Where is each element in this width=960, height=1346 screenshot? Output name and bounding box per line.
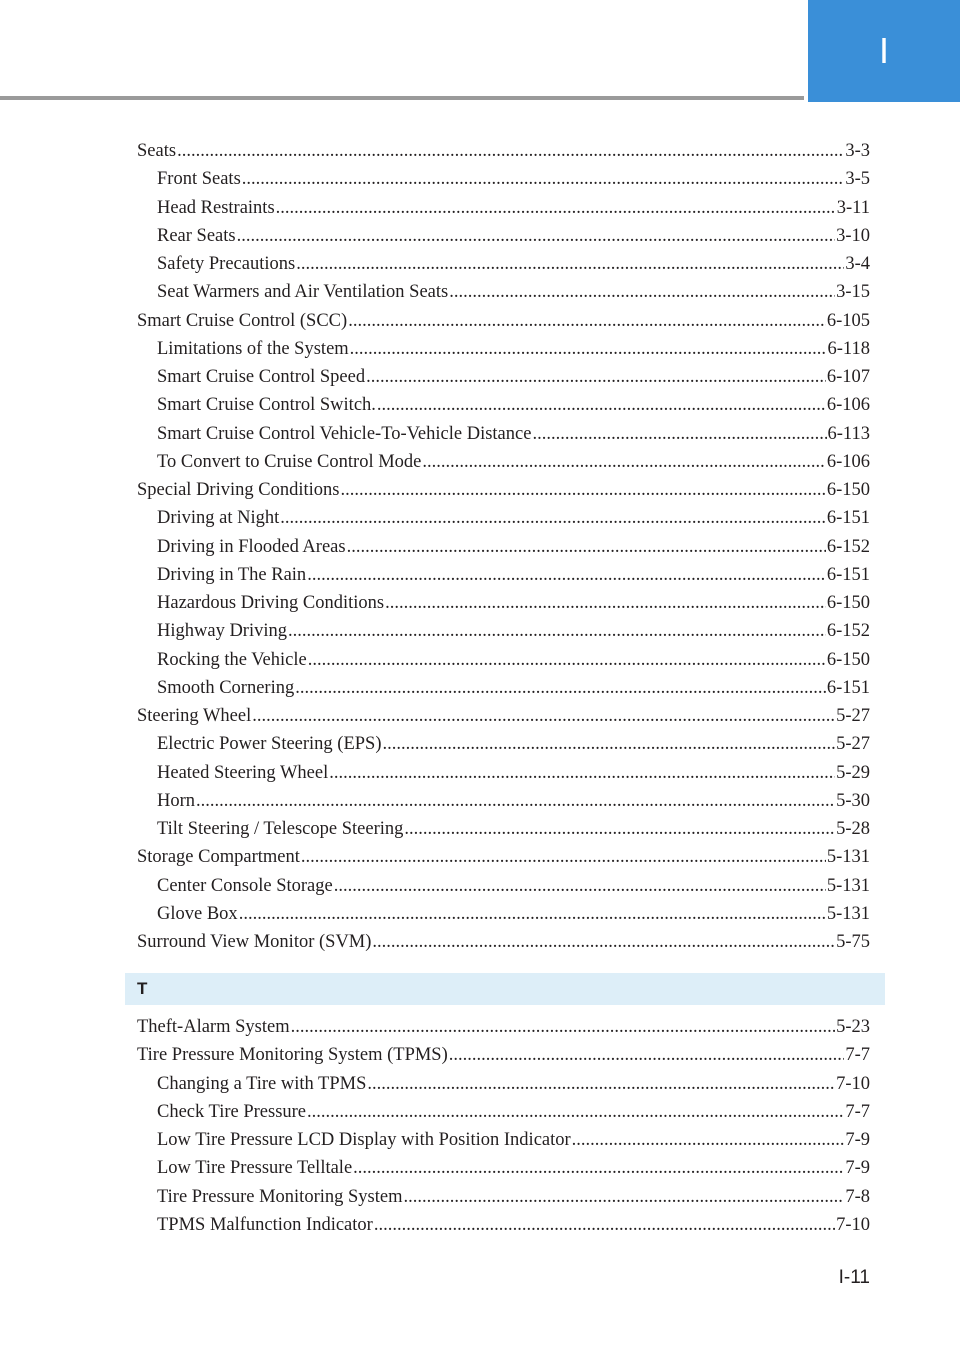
entry-title: Hazardous Driving Conditions: [157, 593, 385, 613]
entry-page: 6-105: [826, 310, 870, 331]
entry-title: Tire Pressure Monitoring System: [157, 1186, 403, 1207]
entry-title: Seat Warmers and Air Ventilation Seats: [157, 282, 449, 303]
dot-leader: [295, 678, 826, 699]
dot-leader: [532, 424, 826, 445]
index-subentry[interactable]: [137, 1187, 870, 1215]
entry-title: Head Restraints: [157, 197, 275, 218]
index-subentry[interactable]: [137, 537, 870, 565]
index-entry[interactable]: [137, 932, 870, 960]
index-subentry[interactable]: [137, 367, 870, 395]
index-subentry[interactable]: [137, 1158, 870, 1186]
entry-page: 5-27: [836, 734, 870, 755]
entry-title: Highway Driving: [157, 621, 287, 642]
entry-page: 7-10: [836, 1073, 870, 1094]
entry-title: Electric Power Steering (EPS): [157, 734, 382, 755]
entry-page: 7-10: [836, 1214, 870, 1235]
entry-title: Rear Seats: [157, 225, 236, 246]
dot-leader: [280, 508, 826, 529]
entry-title: Smooth Cornering: [157, 677, 295, 698]
index-subentry[interactable]: [137, 395, 870, 423]
entry-title: Changing a Tire with TPMS: [157, 1073, 367, 1094]
index-subentry[interactable]: [137, 452, 870, 480]
entry-title: Glove Box: [157, 903, 238, 924]
entry-page: 6-152: [826, 536, 870, 557]
index-subentry[interactable]: [137, 678, 870, 706]
dot-leader: [374, 1215, 835, 1236]
entry-page: 7-9: [845, 1130, 870, 1150]
dot-leader: [340, 480, 825, 501]
entry-title: Low Tire Pressure LCD Display with Position Indicator: [157, 1130, 571, 1150]
index-subentry[interactable]: [137, 565, 870, 593]
entry-page: 5-131: [826, 847, 870, 868]
entry-page: 5-28: [836, 819, 870, 839]
index-subentry[interactable]: [137, 1215, 870, 1243]
index-subentry[interactable]: [137, 508, 870, 536]
dot-leader: [329, 763, 835, 784]
entry-page: 6-113: [827, 423, 870, 444]
dot-leader: [334, 876, 826, 897]
index-subentry[interactable]: [137, 1102, 870, 1130]
dot-leader: [196, 791, 835, 812]
entry-title: Front Seats: [157, 169, 241, 190]
entry-page: 6-106: [826, 451, 870, 472]
dot-leader: [403, 1187, 844, 1208]
index-subentry[interactable]: [137, 763, 870, 791]
dot-leader: [383, 734, 836, 755]
dot-leader: [449, 282, 835, 303]
entry-page: 6-150: [826, 649, 870, 670]
entry-page: 3-3: [845, 141, 870, 161]
index-subentry[interactable]: [137, 1074, 870, 1102]
entry-title: Smart Cruise Control (SCC): [137, 310, 348, 331]
dot-leader: [308, 650, 826, 671]
dot-leader: [276, 198, 836, 219]
entry-page: 3-4: [845, 254, 870, 274]
dot-leader: [366, 367, 826, 388]
entry-page: 5-23: [836, 1017, 870, 1037]
entry-title: Check Tire Pressure: [157, 1101, 307, 1122]
index-subentry[interactable]: [137, 282, 870, 310]
entry-page: 6-107: [826, 367, 870, 387]
index-subentry[interactable]: [137, 593, 870, 621]
entry-page: 5-131: [826, 903, 870, 924]
section-tab: [808, 0, 960, 102]
entry-title: Theft-Alarm System: [137, 1017, 290, 1037]
dot-leader: [288, 621, 826, 642]
index-list-s: [137, 141, 870, 960]
index-entry[interactable]: [137, 1045, 870, 1073]
index-entry[interactable]: [137, 1017, 870, 1045]
entry-page: 5-27: [836, 706, 870, 726]
entry-page: 6-151: [826, 677, 870, 698]
dot-leader: [242, 169, 845, 190]
dot-leader: [307, 565, 826, 586]
index-subentry[interactable]: [137, 904, 870, 932]
dot-leader: [385, 593, 826, 614]
dot-leader: [404, 819, 835, 840]
index-subentry[interactable]: [137, 791, 870, 819]
dot-leader: [377, 395, 826, 416]
entry-title: TPMS Malfunction Indicator: [157, 1214, 373, 1235]
index-list-t: [137, 1017, 870, 1243]
header-rule: [0, 96, 804, 100]
dot-leader: [449, 1045, 845, 1066]
index-subentry[interactable]: [137, 169, 870, 197]
entry-page: 7-9: [845, 1158, 870, 1179]
dot-leader: [372, 932, 835, 953]
section-letter-t: T: [137, 979, 148, 998]
entry-title: Storage Compartment: [137, 847, 300, 868]
dot-leader: [572, 1130, 845, 1151]
entry-page: 3-10: [836, 225, 870, 246]
dot-leader: [307, 1102, 844, 1123]
entry-title: Safety Precautions: [157, 254, 296, 274]
dot-leader: [422, 452, 825, 473]
index-entry[interactable]: [137, 311, 870, 339]
entry-title: Horn: [157, 790, 196, 811]
entry-page: 7-7: [845, 1101, 870, 1122]
section-tab-letter: I: [878, 30, 889, 71]
dot-leader: [177, 141, 844, 162]
index-subentry[interactable]: [137, 226, 870, 254]
entry-title: Heated Steering Wheel: [157, 762, 329, 783]
entry-title: Limitations of the System: [157, 338, 349, 359]
page-number: I-11: [838, 1267, 870, 1288]
dot-leader: [348, 311, 826, 332]
entry-page: 7-7: [845, 1045, 870, 1066]
index-entry[interactable]: [137, 480, 870, 508]
entry-page: 6-106: [826, 395, 870, 416]
index-subentry[interactable]: [137, 254, 870, 282]
entry-title: To Convert to Cruise Control Mode: [157, 451, 422, 472]
entry-page: 5-30: [836, 790, 870, 811]
dot-leader: [291, 1017, 835, 1038]
dot-leader: [237, 226, 835, 247]
entry-page: 7-8: [845, 1186, 870, 1207]
entry-title: Smart Cruise Control Vehicle-To-Vehicle Distance: [157, 423, 532, 444]
index-subentry[interactable]: [137, 876, 870, 904]
entry-title: Smart Cruise Control Speed: [157, 367, 366, 387]
entry-title: Smart Cruise Control Switch.: [157, 395, 376, 416]
entry-title: Steering Wheel: [137, 706, 252, 726]
entry-page: 3-5: [845, 169, 870, 190]
entry-page: 3-15: [836, 282, 870, 303]
entry-title: Surround View Monitor (SVM): [137, 932, 372, 952]
entry-title: Tire Pressure Monitoring System (TPMS): [137, 1045, 448, 1066]
entry-title: Low Tire Pressure Telltale: [157, 1158, 353, 1179]
entry-title: Driving in The Rain: [157, 564, 307, 585]
entry-title: Rocking the Vehicle: [157, 649, 307, 670]
index-subentry[interactable]: [137, 734, 870, 762]
entry-title: Driving at Night: [157, 508, 280, 529]
dot-leader: [239, 904, 826, 925]
entry-page: 5-75: [836, 932, 870, 952]
index-subentry[interactable]: [137, 339, 870, 367]
index-entry[interactable]: [137, 141, 870, 169]
index-subentry[interactable]: [137, 819, 870, 847]
entry-title: Special Driving Conditions: [137, 480, 340, 500]
dot-leader: [296, 254, 844, 275]
entry-title: Seats: [137, 141, 177, 161]
index-entry[interactable]: [137, 847, 870, 875]
entry-title: Tilt Steering / Telescope Steering: [157, 819, 404, 839]
index-subentry[interactable]: [137, 424, 870, 452]
entry-page: 6-151: [826, 564, 870, 585]
entry-page: 3-11: [836, 197, 870, 218]
entry-page: 6-118: [827, 338, 870, 359]
entry-title: Center Console Storage: [157, 875, 333, 896]
entry-title: Driving in Flooded Areas: [157, 536, 346, 557]
dot-leader: [353, 1158, 844, 1179]
index-subentry[interactable]: [137, 621, 870, 649]
index-subentry[interactable]: [137, 1130, 870, 1158]
entry-page: 5-29: [836, 762, 870, 783]
entry-page: 6-151: [826, 508, 870, 529]
entry-page: 6-150: [826, 480, 870, 500]
entry-page: 6-150: [826, 593, 870, 613]
dot-leader: [252, 706, 835, 727]
dot-leader: [350, 339, 827, 360]
dot-leader: [301, 847, 826, 868]
section-header-t: [125, 973, 885, 1005]
dot-leader: [347, 537, 826, 558]
entry-page: 5-131: [826, 875, 870, 896]
index-entry[interactable]: [137, 706, 870, 734]
index-subentry[interactable]: [137, 650, 870, 678]
index-subentry[interactable]: [137, 198, 870, 226]
dot-leader: [367, 1074, 835, 1095]
entry-page: 6-152: [826, 621, 870, 642]
